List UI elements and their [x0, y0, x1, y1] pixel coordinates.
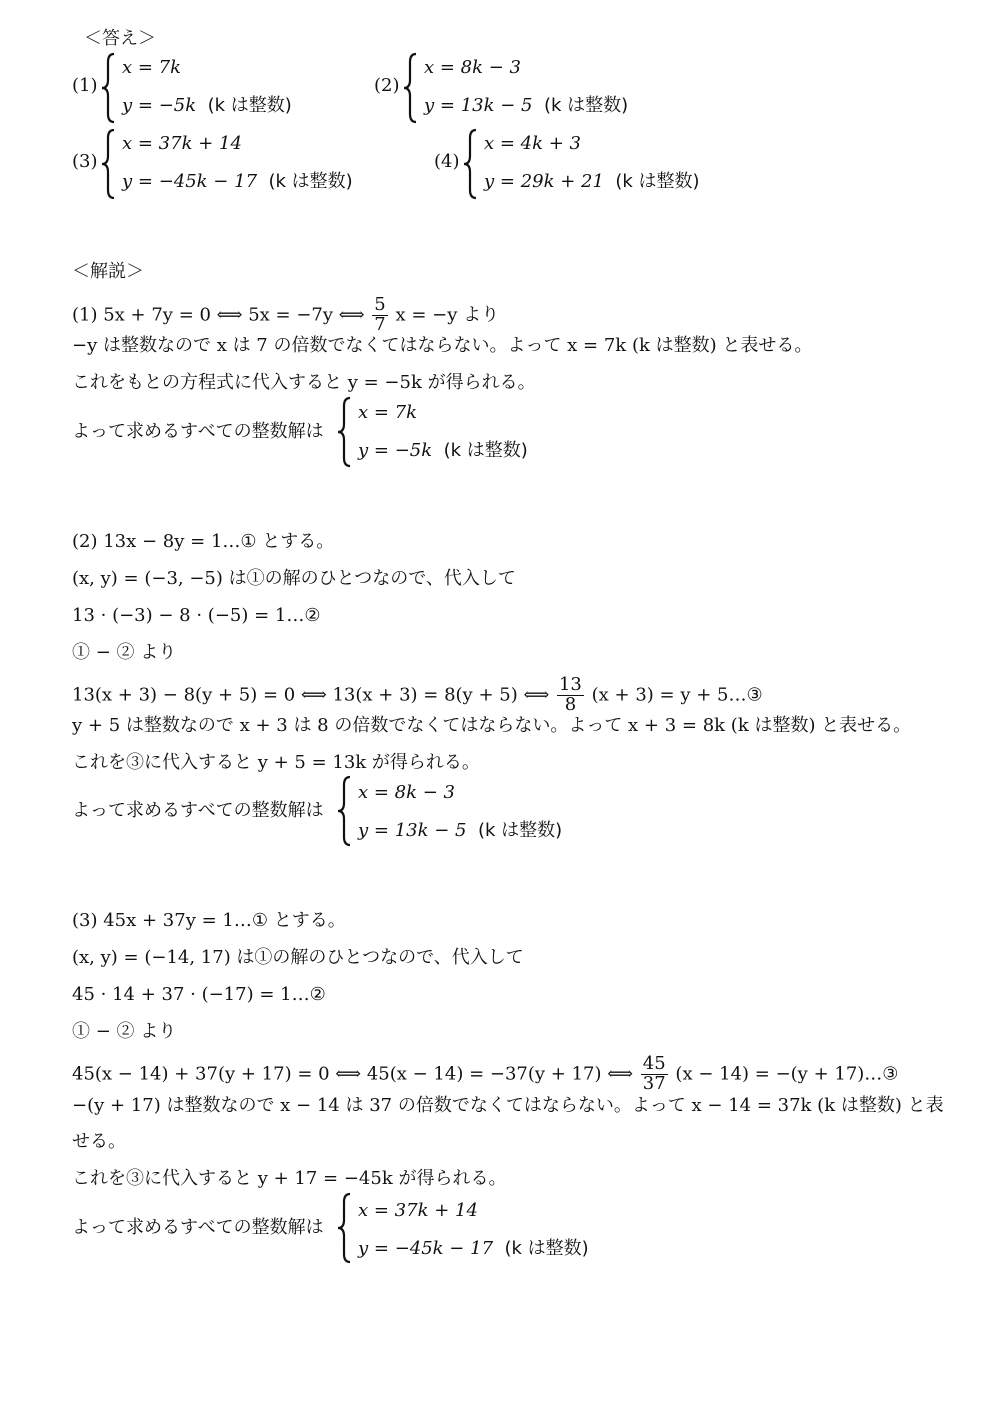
sec1-frac-den: 7: [374, 313, 386, 335]
sec2-frac-num: 13: [558, 674, 582, 695]
answer-2-y: y = 13k − 5: [424, 95, 533, 116]
answer-2-note: (k は整数): [543, 95, 629, 116]
sec1-final-brace: [336, 396, 352, 468]
answer-heading: ＜答え＞: [84, 28, 156, 49]
answer-3-note: (k は整数): [268, 171, 353, 192]
sec3-frac-den: 37: [642, 1072, 666, 1094]
sec3-final-y: y = −45k − 17: [358, 1238, 494, 1259]
sec2-final-label: よって求めるすべての整数解は: [72, 800, 324, 821]
answer-4-x: x = 4k + 3: [484, 133, 582, 154]
sec1-fraction: [372, 296, 387, 335]
sec2-line4: ① − ② より: [72, 642, 177, 663]
sec2-line2: (x, y) = (−3, −5) は①の解のひとつなので、代入して: [72, 568, 516, 589]
sec1-final-note: (k は整数): [443, 440, 528, 461]
sec2-final-brace: [336, 775, 352, 847]
answer-1-note: (k は整数): [207, 95, 292, 116]
answer-4-y: y = 29k + 21: [484, 171, 604, 192]
sec2-line1: (2) 13x − 8y = 1…① とする。: [72, 531, 335, 552]
sec3-fraction: [641, 1055, 668, 1094]
sec2-frac-den: 8: [564, 693, 577, 715]
answer-2-x: x = 8k − 3: [424, 57, 522, 78]
answer-1-label: (1): [72, 75, 98, 96]
sec2-final-y: y = 13k − 5: [358, 820, 467, 841]
sec1-line1-a: (1) 5x + 7y = 0 ⟺ 5x = −7y ⟺: [72, 304, 365, 326]
answer-3-label: (3): [72, 151, 98, 172]
sec1-line1-b: x = −y より: [395, 304, 500, 326]
sec3-frac-num: 45: [642, 1053, 666, 1074]
answer-1-x: x = 7k: [122, 57, 182, 78]
sec1-final-y: y = −5k: [358, 440, 433, 461]
sec1-line2: −y は整数なので x は 7 の倍数でなくてはならない。よって x = 7k (k は整数) と表せる。: [72, 335, 813, 356]
sec3-final-note: (k は整数): [504, 1238, 589, 1259]
answer-3-brace: [100, 128, 116, 200]
sec1-line3: これをもとの方程式に代入すると y = −5k が得られる。: [72, 372, 536, 393]
answer-1-brace: [100, 52, 116, 124]
sec3-line5: [72, 1053, 899, 1094]
sec3-line1: (3) 45x + 37y = 1…① とする。: [72, 910, 346, 931]
answer-2-brace: [402, 52, 418, 124]
sec3-final-x: x = 37k + 14: [358, 1200, 478, 1221]
explanation-heading: ＜解説＞: [72, 261, 144, 282]
sec2-line5-b: (x + 3) = y + 5…③: [591, 684, 763, 706]
sec2-final-x: x = 8k − 3: [358, 782, 456, 803]
sec3-final-brace: [336, 1192, 352, 1264]
sec3-line6a: −(y + 17) は整数なので x − 14 は 37 の倍数でなくてはならない。よって x − 14 = 37k (k は整数) と表: [72, 1095, 944, 1116]
sec3-line2: (x, y) = (−14, 17) は①の解のひとつなので、代入して: [72, 947, 524, 968]
sec2-line5-a: 13(x + 3) − 8(y + 5) = 0 ⟺ 13(x + 3) = 8(y + 5) ⟺: [72, 684, 550, 706]
sec2-fraction: [557, 676, 584, 715]
sec3-line5-b: (x − 14) = −(y + 17)…③: [675, 1063, 899, 1085]
sec1-line1: [72, 294, 500, 335]
sec2-line6: y + 5 は整数なので x + 3 は 8 の倍数でなくてはならない。よって x + 3 = 8k (k は整数) と表せる。: [72, 715, 912, 736]
sec3-line3: 45 · 14 + 37 · (−17) = 1…②: [72, 984, 326, 1005]
sec3-line6b: せる。: [72, 1131, 126, 1152]
sec3-line5-a: 45(x − 14) + 37(y + 17) = 0 ⟺ 45(x − 14) = −37(y + 17) ⟺: [72, 1063, 634, 1085]
answer-3-y: y = −45k − 17: [122, 171, 258, 192]
answer-4-brace: [462, 128, 478, 200]
answer-2-label: (2): [374, 75, 400, 96]
sec3-line4: ① − ② より: [72, 1021, 177, 1042]
sec3-final-label: よって求めるすべての整数解は: [72, 1217, 324, 1238]
answer-4-note: (k は整数): [615, 171, 700, 192]
sec2-line3: 13 · (−3) − 8 · (−5) = 1…②: [72, 605, 321, 626]
sec2-line7: これを③に代入すると y + 5 = 13k が得られる。: [72, 752, 480, 773]
sec3-line7: これを③に代入すると y + 17 = −45k が得られる。: [72, 1168, 507, 1189]
sec2-line5: [72, 674, 763, 715]
answer-4-label: (4): [434, 151, 460, 172]
answer-1-y: y = −5k: [122, 95, 197, 116]
answer-3-x: x = 37k + 14: [122, 133, 242, 154]
sec1-final-label: よって求めるすべての整数解は: [72, 421, 324, 442]
sec1-final-x: x = 7k: [358, 402, 418, 423]
sec2-final-note: (k は整数): [477, 820, 563, 841]
sec1-frac-num: 5: [374, 294, 386, 315]
